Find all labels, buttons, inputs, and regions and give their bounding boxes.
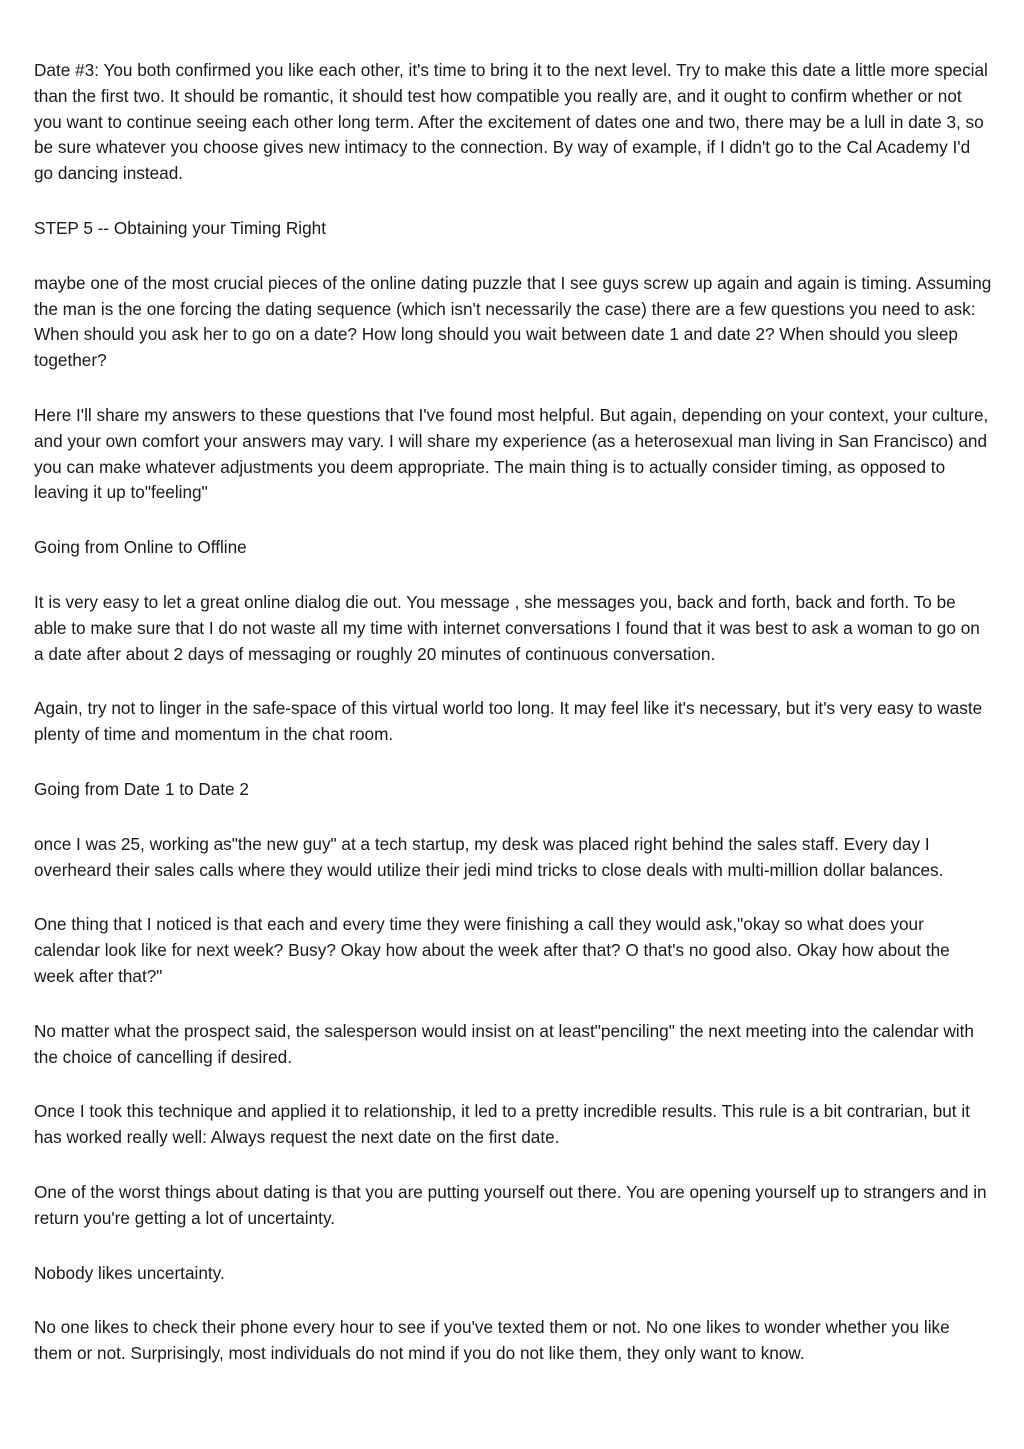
document-body — [34, 58, 992, 1396]
paragraph-uncertainty: Nobody likes uncertainty. — [34, 1262, 225, 1283]
paragraph-next-date-rule: Once I took this technique and applied it to relationship, it led to a pretty incredible results. This rule is a bit contrarian, but it has worked really well: Always request the next date on the first date. — [34, 1101, 970, 1148]
paragraph-calendar-question: One thing that I noticed is that each and every time they were finishing a call they would ask,"okay so what does your calendar look like for next week? Busy? Okay how about the week after that? O that's no good also. Okay how about the week after that?" — [34, 914, 950, 986]
paragraph-timing-answers: Here I'll share my answers to these questions that I've found most helpful. But again, depending on your context, your culture, and your own comfort your answers may vary. I will share my experience (as a heterosexual man living in San Francisco) and you can make whatever adjustments you deem appropriate. The main thing is to actually consider timing, as opposed to leaving it up to"feeling" — [34, 404, 989, 503]
heading-online-to-offline: Going from Online to Offline — [34, 537, 247, 558]
paragraph-check-phone: No one likes to check their phone every hour to see if you've texted them or not. No one likes to wonder whether you like them or not. Surprisingly, most individuals do not mind if you do not like them, they only want to know. — [34, 1317, 950, 1364]
heading-step-5-timing: STEP 5 -- Obtaining your Timing Right — [34, 217, 326, 238]
paragraph-online-dialog: It is very easy to let a great online dialog die out. You message , she messages you, back and forth, back and forth. To be able to make sure that I do not waste all my time with internet conversations I found that it was best to ask a woman to go on a date after about 2 days of messaging or roughly 20 minutes of continuous conversation. — [34, 591, 980, 664]
paragraph-penciling: No matter what the prospect said, the salesperson would insist on at least"penciling" the next meeting into the calendar with the choice of cancelling if desired. — [34, 1020, 974, 1067]
paragraph-timing-intro: maybe one of the most crucial pieces of the online dating puzzle that I see guys screw up again and again is timing. Assuming the man is the one forcing the dating sequence (which isn't necessarily the case) there are a few questions you need to ask: When should you ask her to go on a date? How long should you wait between date 1 and date 2? When should you sleep together? — [34, 272, 992, 371]
heading-date-1-to-date-2: Going from Date 1 to Date 2 — [34, 778, 249, 799]
paragraph-virtual-world: Again, try not to linger in the safe-space of this virtual world too long. It may feel like it's necessary, but it's very easy to waste plenty of time and momentum in the chat room. — [34, 698, 983, 745]
paragraph-worst-things: One of the worst things about dating is that you are putting yourself out there. You are opening yourself up to strangers and in return you're getting a lot of uncertainty. — [34, 1181, 987, 1228]
paragraph-tech-startup: once I was 25, working as"the new guy" at a tech startup, my desk was placed right behind the sales staff. Every day I overheard their sales calls where they would utilize their jedi mind tricks to close deals with multi-million dollar balances. — [34, 833, 944, 880]
paragraph-date-3: Date #3: You both confirmed you like each other, it's time to bring it to the next level. Try to make this date a little more special than the first two. It should be romantic, it should test how compatible you really are, and it ought to confirm whether or not you want to continue seeing each other long term. After the excitement of dates one and two, there may be a lull in date 3, so be sure whatever you choose gives new intimacy to the connection. By way of example, if I didn't go to the Cal Academy I'd go dancing instead. — [34, 60, 988, 184]
